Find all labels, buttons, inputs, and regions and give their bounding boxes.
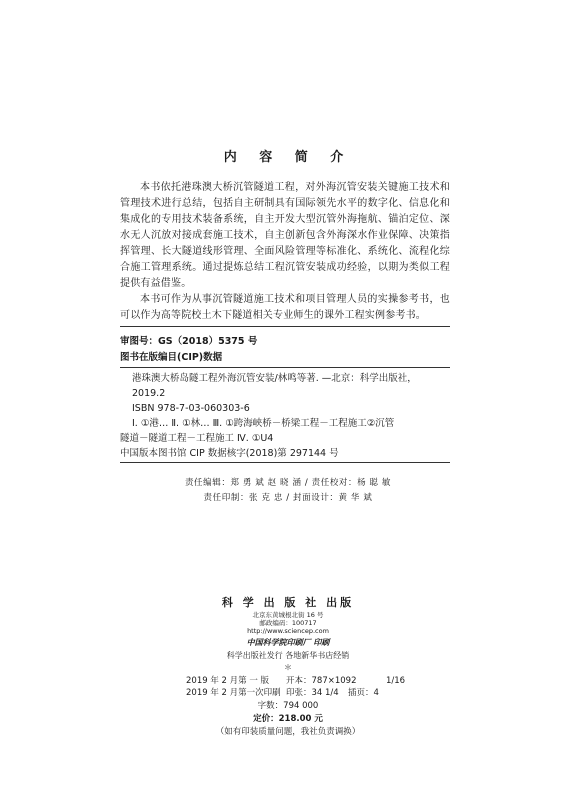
publisher-name: 科 学 出 版 社 出版 xyxy=(221,596,355,609)
cip-data xyxy=(120,371,450,461)
cip-line: 隧道－隧道工程－工程施工 Ⅳ. ①U4 xyxy=(120,433,274,444)
edition: 2019 年 2 月第 一 版 xyxy=(186,676,270,686)
publisher-website: http://www.sciencep.com xyxy=(247,627,329,635)
cip-line: 港珠澳大桥岛隧工程外海沉管安装/林鸣等著. —北京：科学出版社， xyxy=(132,373,417,384)
printer: 中国科学院印刷厂 印刷 xyxy=(246,638,330,647)
intro-paragraph-2: 本书可作为从事沉管隧道施工技术和项目管理人员的实操参考书，也可以作为高等院校土木下隧道相关专业师生的课外工程实例参考书。 xyxy=(120,294,450,321)
colophon-row xyxy=(186,675,416,687)
format: 开本：787×1092 xyxy=(286,676,357,686)
format-fraction: 1/16 xyxy=(386,676,406,686)
distribution: 科学出版社发行 各地新华书店经销 xyxy=(226,651,350,660)
cip-heading: 图书在版编目(CIP)数据 xyxy=(120,352,223,363)
publisher-address: 北京东黄城根北街 16 号 xyxy=(252,611,324,619)
word-count: 字数：794 000 xyxy=(257,701,319,711)
approval-block xyxy=(120,334,257,366)
editors-line: 责任编辑：郑 勇 斌 赵 晓 涵 / 责任校对：杨 聪 敏 xyxy=(184,478,392,488)
price: 定价：218.00 元 xyxy=(253,714,323,724)
divider-top xyxy=(120,326,450,327)
cip-rule-bottom xyxy=(120,462,450,463)
cip-line: ISBN 978-7-03-060303-6 xyxy=(132,403,250,414)
inserts: 插页：4 xyxy=(348,688,379,698)
publisher-postcode: 邮政编码：100717 xyxy=(259,619,317,627)
production-line: 责任印制：张 克 忠 / 封面设计：黄 华 斌 xyxy=(203,493,373,503)
map-approval-number: 审图号：GS（2018）5375 号 xyxy=(120,336,258,347)
cip-line: 2019.2 xyxy=(132,388,166,399)
printing: 2019 年 2 月第一次印刷 xyxy=(186,688,281,698)
intro-text xyxy=(120,180,450,324)
cip-line: 中国版本图书馆 CIP 数据核字(2018)第 297144 号 xyxy=(120,448,339,459)
sheets: 印张：34 1/4 xyxy=(286,688,339,698)
colophon xyxy=(186,675,416,699)
intro-paragraph-1: 本书依托港珠澳大桥沉管隧道工程，对外海沉管安装关键施工技术和管理技术进行总结，包括自主研制具有国际领先水平的数字化、信息化和集成化的专用技术装备系统，自主开发大型沉管外海拖航、锚泊定位、深水无人沉放对接成套施工技术，自主创新包含外海深水作业保障、决策指挥管理、长大隧道线形管理、全面风险管理等标准化、系统化、流程化综合施工管理系统。通过提炼总结工程沉管安装成功经验，以期为类似工程提供有益借鉴。 xyxy=(120,182,450,289)
cip-line: Ⅰ. ①港… Ⅱ. ①林… Ⅲ. ①跨海峡桥－桥梁工程－工程施工②沉管 xyxy=(132,418,395,429)
colophon-row xyxy=(186,687,416,699)
cip-rule-top xyxy=(120,367,450,368)
page-title: 内 容 简 介 xyxy=(223,150,353,165)
quality-note: （如有印装质量问题，我社负责调换） xyxy=(215,727,361,737)
separator-star: ＊ xyxy=(284,663,292,672)
